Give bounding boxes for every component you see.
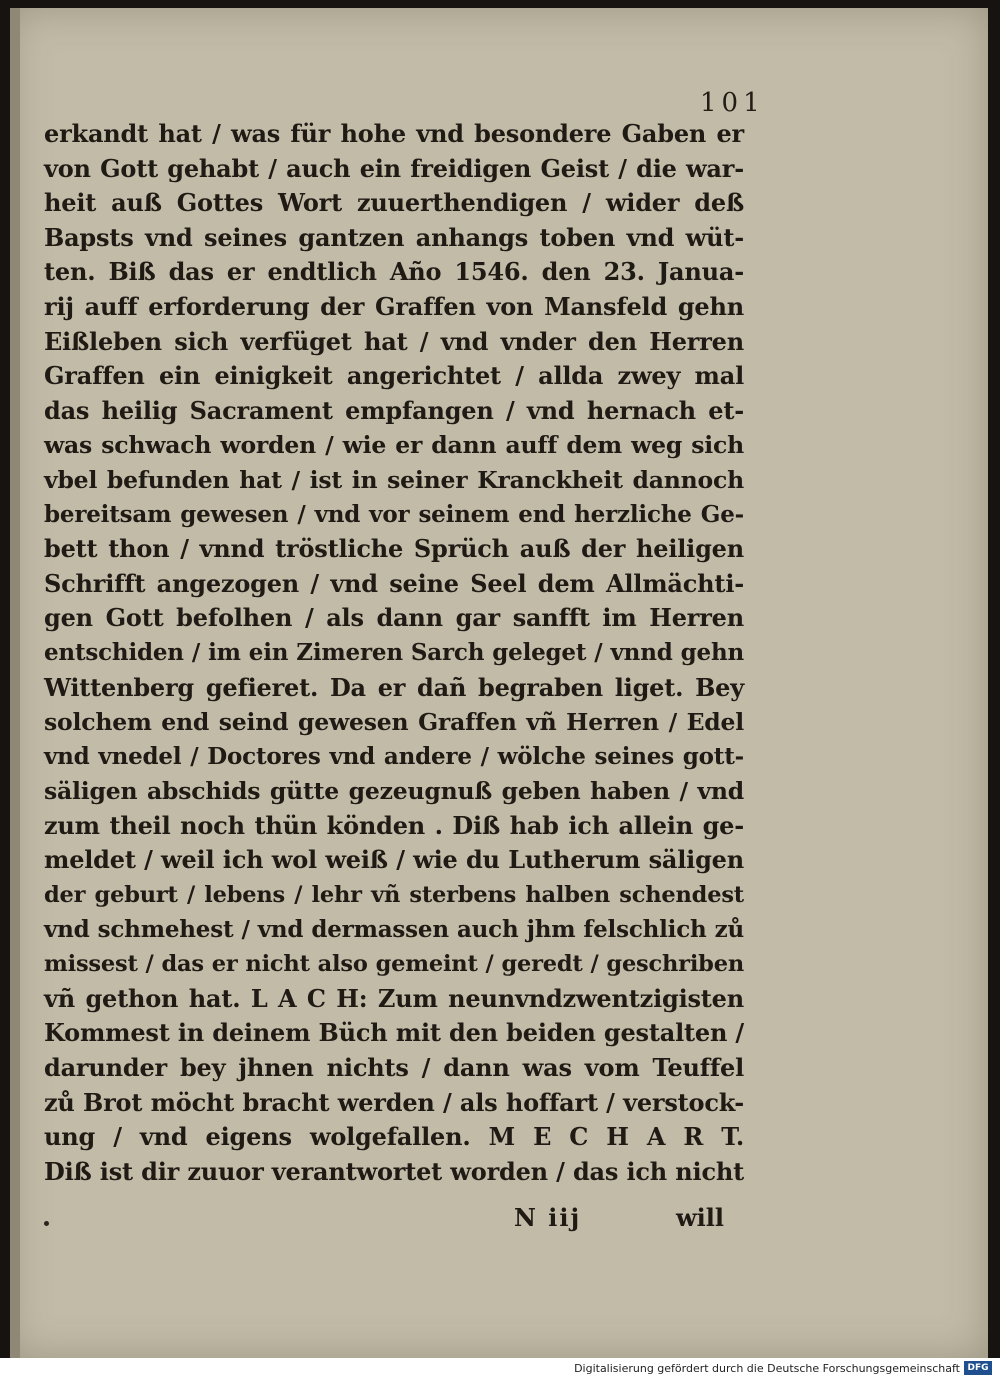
text-line: Schrifft angezogen / vnd seine Seel dem Allmächti- — [44, 568, 744, 598]
footer-bar — [0, 1358, 1000, 1380]
text-line: entschiden / im ein Zimeren Sarch geleget / vnnd gehn — [44, 638, 744, 666]
ink-dot — [44, 1221, 49, 1226]
text-line: Diß ist dir zuuor verantwortet worden / das ich nicht — [44, 1156, 744, 1186]
text-line: missest / das er nicht also gemeint / geredt / geschriben — [44, 951, 744, 978]
text-line: heit auß Gottes Wort zuuerthendigen / wider deß — [44, 188, 744, 218]
text-line: ung / vnd eigens wolgefallen. M E C H A R T. — [44, 1122, 744, 1152]
text-line: solchem end seind gewesen Graffen vñ Herren / Edel — [44, 708, 744, 737]
page-number: 101 — [700, 88, 765, 118]
body-text — [44, 117, 744, 1189]
text-line: meldet / weil ich wol weiß / wie du Lutherum säligen — [44, 845, 744, 875]
text-line: bereitsam gewesen / vnd vor seinem end herzliche Ge- — [44, 500, 744, 528]
text-line: Kommest in deinem Büch mit den beiden gestalten / — [44, 1018, 744, 1048]
funding-credit: Digitalisierung gefördert durch die Deutsche Forschungsgemeinschaft — [574, 1362, 960, 1375]
page-gutter-edge — [10, 8, 20, 1358]
text-line: das heilig Sacrament empfangen / vnd hernach et- — [44, 395, 744, 425]
text-line: bett thon / vnnd tröstliche Sprüch auß der heiligen — [44, 534, 744, 564]
catchword: will — [676, 1203, 725, 1232]
text-line: Bapsts vnd seines gantzen anhangs toben vnd wüt- — [44, 222, 744, 252]
text-line: was schwach worden / wie er dann auff dem weg sich — [44, 431, 744, 460]
text-line: darunder bey jhnen nichts / dann was vom Teuffel — [44, 1053, 744, 1083]
text-line: zum theil noch thün könden . Diß hab ich allein ge- — [44, 810, 744, 840]
dfg-logo: DFG — [964, 1361, 992, 1375]
text-line: vbel befunden hat / ist in seiner Kranckheit dannoch — [44, 465, 744, 494]
text-line: ten. Biß das er endtlich Año 1546. den 23. Janua- — [44, 257, 744, 287]
text-line: von Gott gehabt / auch ein freidigen Geist / die war- — [44, 153, 744, 183]
text-line: Graffen ein einigkeit angerichtet / allda zwey mal — [44, 361, 744, 391]
text-line: säligen abschids gütte gezeugnuß geben haben / vnd — [44, 777, 744, 806]
text-line: zů Brot möcht bracht werden / als hoffart / verstock- — [44, 1087, 744, 1117]
text-line: vñ gethon hat. L A C H: Zum neunvndzwentzigisten — [44, 983, 744, 1013]
text-line: Wittenberg gefieret. Da er dañ begraben liget. Bey — [44, 672, 744, 702]
signature-mark: N iij — [514, 1203, 582, 1232]
text-line: gen Gott befolhen / als dann gar sanfft im Herren — [44, 603, 744, 633]
catch-row — [44, 1203, 744, 1243]
text-line: erkandt hat / was für hohe vnd besondere Gaben er — [44, 119, 744, 148]
text-line: vnd schmehest / vnd dermassen auch jhm felschlich zů — [44, 915, 744, 943]
text-line: Eißleben sich verfüget hat / vnd vnder den Herren — [44, 326, 744, 356]
text-line: rij auff erforderung der Graffen von Mansfeld gehn — [44, 291, 744, 321]
text-line: der geburt / lebens / lehr vñ sterbens halben schendest — [44, 882, 744, 909]
text-line: vnd vnedel / Doctores vnd andere / wölche seines gott- — [44, 742, 744, 770]
